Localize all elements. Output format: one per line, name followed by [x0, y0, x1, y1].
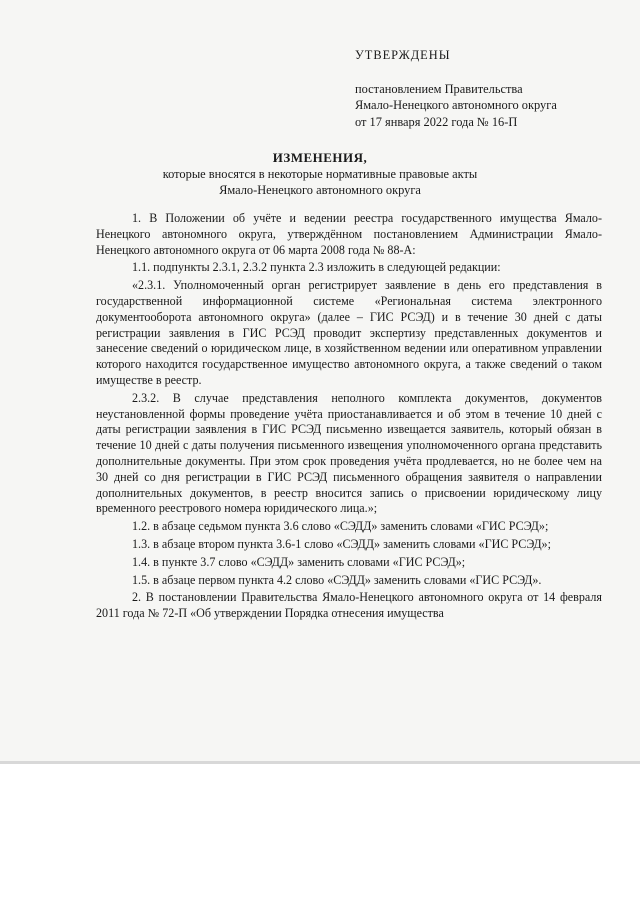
paragraph: 2. В постановлении Правительства Ямало-Ненецкого автономного округа от 14 февраля 2011 года № 72-П «Об утверждении Порядка отнесения имущества — [96, 590, 602, 621]
subtitle-line: Ямало-Ненецкого автономного округа — [219, 183, 421, 198]
paragraph: «2.3.1. Уполномоченный орган регистрирует заявление в день его представления в государственной информационной системе «Региональная система электронного документооборота автономного округа» (далее – ГИС РСЭД) и в течение 30 дней с даты регистрации заявления в ГИС РСЭД проводит экспертизу представленных документов и занесение сведений о юридическом лице, в хозяйственном ведении или оперативном управлении которого находится государственное имущество автономного округа, а также сведений о таком имуществе в реестр. — [96, 278, 602, 387]
document-subtitle — [0, 166, 640, 198]
paragraph: 2.3.2. В случае представления неполного комплекта документов, документов неустановленной формы проведение учёта приостанавливается и об этом в течение 10 дней с даты регистрации заявления в ГИС РСЭД письменно извещается заявитель, который обязан в течение 10 дней с даты получения письменного извещения уполномоченного органа представить дополнительные документы. При этом срок проведения учёта продлевается, но не более чем на 30 дней со дня регистрации в ГИС РСЭД письменного обращения заявителя о направлении дополнительных документов, в реестр вносится запись о присвоении юридическому лицу временного реестрового номера юридического лица.»; — [96, 390, 602, 516]
document-title: ИЗМЕНЕНИЯ, — [272, 150, 368, 165]
paragraph: 1.4. в пункте 3.7 слово «СЭДД» заменить словами «ГИС РСЭД»; — [132, 554, 466, 569]
paragraph: 1. В Положении об учёте и ведении реестра государственного имущества Ямало-Ненецкого автономного округа, утверждённом постановлением Администрации Ямало-Ненецкого автономного округа от 06 марта 2008 года № 88-А: — [96, 211, 602, 257]
document-body — [96, 211, 602, 622]
subtitle-line: которые вносятся в некоторые нормативные правовые акты — [162, 167, 478, 181]
approval-block — [355, 47, 557, 130]
paragraph: 1.1. подпункты 2.3.1, 2.3.2 пункта 2.3 изложить в следующей редакции: — [132, 260, 501, 275]
paragraph: 1.3. в абзаце втором пункта 3.6-1 слово «СЭДД» заменить словами «ГИС РСЭД»; — [132, 536, 551, 551]
paragraph: 1.5. в абзаце первом пункта 4.2 слово «СЭДД» заменить словами «ГИС РСЭД». — [132, 572, 542, 587]
approval-heading: УТВЕРЖДЕНЫ — [355, 48, 451, 62]
paragraph: 1.2. в абзаце седьмом пункта 3.6 слово «СЭДД» заменить словами «ГИС РСЭД»; — [132, 519, 549, 534]
approval-line: постановлением Правительства — [355, 82, 523, 97]
approval-line: Ямало-Ненецкого автономного округа — [355, 98, 557, 113]
approval-line: от 17 января 2022 года № 16-П — [355, 114, 518, 129]
